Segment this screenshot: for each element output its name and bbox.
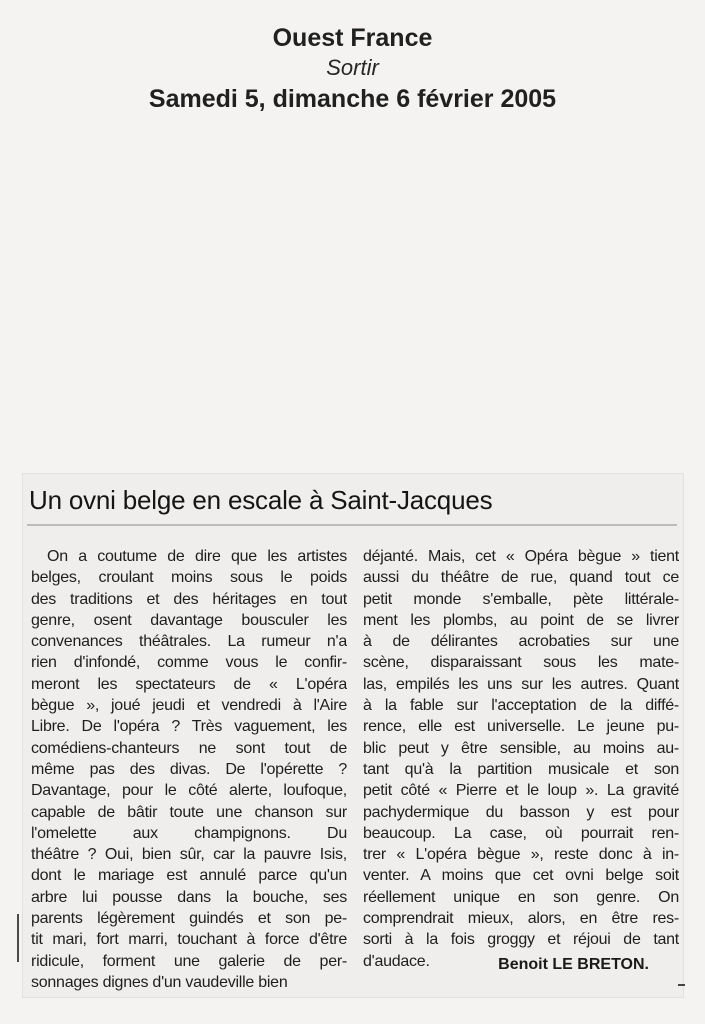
publication-date: Samedi 5, dimanche 6 février 2005 xyxy=(148,85,557,113)
article-line: blic peut y être sensible, au moins au- xyxy=(363,739,679,757)
article-line: tant qu'à la partition musicale et son xyxy=(363,760,679,778)
article-line: Davantage, pour le côté alerte, loufoque, xyxy=(31,782,347,800)
article-line: meront les spectateurs de « L'opéra xyxy=(31,675,347,693)
headline-rule xyxy=(27,524,677,526)
article-line: dont le mariage est annulé parce qu'un xyxy=(31,867,347,885)
article-line: même pas des divas. De l'opérette ? xyxy=(31,760,347,778)
article-line: comprendrait mieux, alors, en être res- xyxy=(363,910,679,928)
article-line: sonnages dignes d'un vaudeville bien xyxy=(31,973,288,991)
article-line: petit monde s'emballe, pète littérale- xyxy=(363,590,679,608)
article-line: Libre. De l'opéra ? Très vaguement, les xyxy=(31,718,347,736)
article-line: petit côté « Pierre et le loup ». La gravité xyxy=(363,782,679,800)
article-line: tit mari, fort marri, touchant à force d'être xyxy=(31,931,347,949)
article-line: bègue », joué jeudi et vendredi à l'Aire xyxy=(31,697,347,715)
article-line: beaucoup. La case, où pourrait ren- xyxy=(363,824,679,842)
article-line: d'audace. xyxy=(363,952,430,970)
article-column-right xyxy=(363,546,679,972)
article-line: genre, osent davantage bousculer les xyxy=(31,611,347,629)
article-line: des traditions et des héritages en tout xyxy=(31,590,347,608)
article-line: ment les plombs, au point de se livrer xyxy=(363,611,679,629)
article-line: parents légèrement guindés et son pe- xyxy=(31,910,347,928)
article-line: déjanté. Mais, cet « Opéra bègue » tient xyxy=(363,548,679,565)
article-line: venter. A moins que cet ovni belge soit xyxy=(363,867,679,885)
margin-mark xyxy=(17,914,19,962)
article-line: belges, croulant moins sous le poids xyxy=(31,569,347,587)
page-header xyxy=(0,22,705,116)
article-line: trer « L'opéra bègue », reste donc à in- xyxy=(363,846,679,864)
article-line: l'omelette aux champignons. Du xyxy=(31,824,347,842)
article-line: comédiens-chanteurs ne sont tout de xyxy=(31,739,347,757)
end-dash xyxy=(678,984,685,986)
article-line: ridicule, forment une galerie de per- xyxy=(31,952,347,970)
article-line: pachydermique du basson y est pour xyxy=(363,803,679,821)
newspaper-name: Ouest France xyxy=(272,24,433,52)
article-line: arbre lui pousse dans la bouche, ses xyxy=(31,888,347,906)
article-clipping xyxy=(23,474,683,997)
article-line: rien d'infondé, comme vous le confir- xyxy=(31,654,347,672)
article-byline: Benoit LE BRETON. xyxy=(498,956,649,973)
article-line: scène, disparaissant sous les mate- xyxy=(363,654,679,672)
article-headline: Un ovni belge en escale à Saint-Jacques xyxy=(29,485,493,515)
article-line: sorti à la fois groggy et réjoui de tant xyxy=(363,931,679,949)
article-line: convenances théâtrales. La rumeur n'a xyxy=(31,633,347,651)
section-name: Sortir xyxy=(326,55,379,80)
article-line: capable de bâtir toute une chanson sur xyxy=(31,803,347,821)
article-line: à de délirantes acrobaties sur une xyxy=(363,633,679,651)
article-line: rence, elle est universelle. Le jeune pu- xyxy=(363,718,679,736)
article-line: On a coutume de dire que les artistes xyxy=(47,548,347,565)
article-line: à la fable sur l'acceptation de la diffé- xyxy=(363,697,679,715)
article-column-left xyxy=(31,546,347,993)
article-line: théâtre ? Oui, bien sûr, car la pauvre Isis, xyxy=(31,846,347,864)
article-line: aussi du théâtre de rue, quand tout ce xyxy=(363,569,679,587)
article-line: réellement unique en son genre. On xyxy=(363,888,679,906)
article-line: las, empilés les uns sur les autres. Quant xyxy=(363,675,679,693)
